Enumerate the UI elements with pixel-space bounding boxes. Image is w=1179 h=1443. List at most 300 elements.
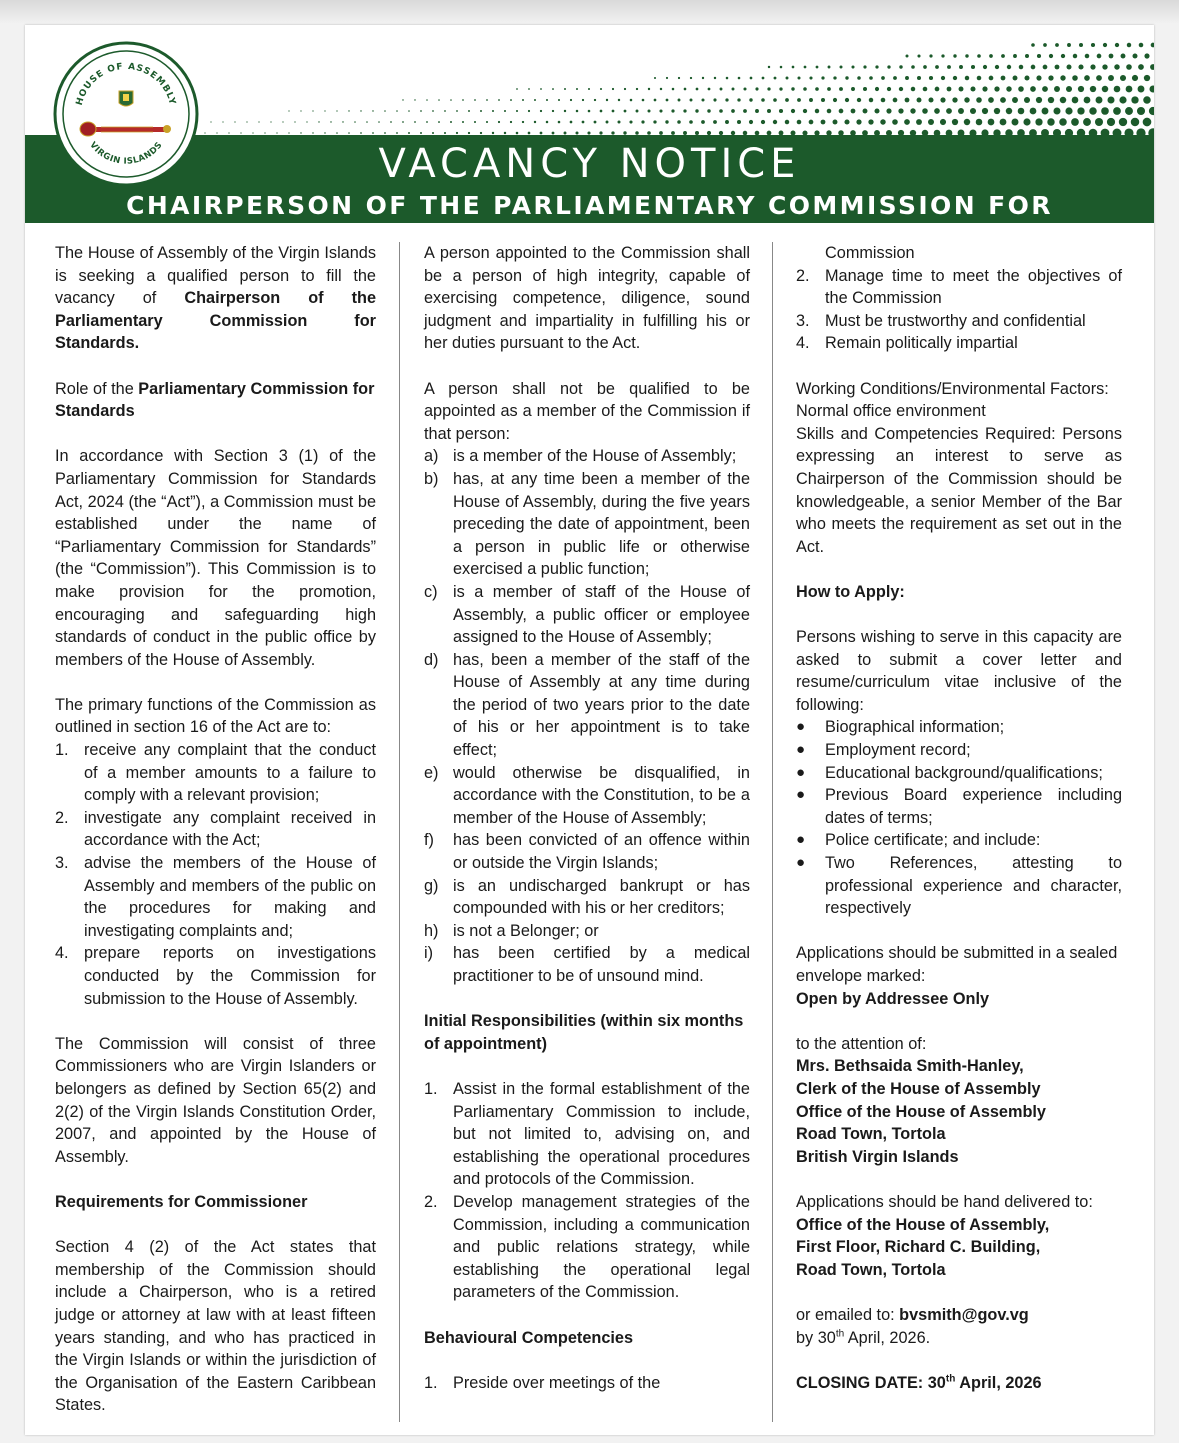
decorative-dot (432, 132, 434, 134)
list-item: c) is a member of staff of the House of Assembly, a public officer or employee assigned to the House of Assembly; (424, 582, 750, 647)
decorative-dot (828, 66, 831, 69)
decorative-dot (462, 121, 464, 123)
addressee-label: Open by Addressee Only (796, 989, 990, 1008)
decorative-dot (1067, 65, 1072, 70)
list-item: h) is not a Belonger; or (424, 921, 599, 940)
list-item: 1. Assist in the formal establishment of the Parliamentary Commission to include, but not limited to, advising on, and establishing the operational procedures and protocols of the Commission. (424, 1079, 750, 1189)
decorative-dot (708, 88, 711, 91)
decorative-dot (977, 54, 981, 58)
decorative-dot (875, 87, 879, 91)
decorative-dot (881, 76, 885, 80)
decorative-dot (636, 110, 639, 113)
decorative-dot (1037, 54, 1041, 58)
decorative-dot (965, 76, 969, 80)
decorative-dot (779, 87, 782, 90)
decorative-dot (1084, 97, 1091, 104)
decorative-dot (372, 110, 373, 111)
decorative-dot (905, 76, 909, 80)
decorative-dot (768, 66, 770, 68)
decorative-dot (899, 65, 902, 68)
list-item: ● Employment record; (796, 739, 1122, 762)
logo-bottom-text: VIRGIN ISLANDS (87, 140, 165, 167)
role-heading: Role of the Parliamentary Commission for Standards (55, 379, 375, 421)
decorative-dot (600, 88, 602, 90)
decorative-dot (516, 132, 519, 135)
decorative-dot (456, 110, 458, 112)
notice-subtitle: CHAIRPERSON OF THE PARLIAMENTARY COMMISSION FOR STANDARDS (126, 191, 1053, 249)
decorative-dot (1042, 86, 1048, 92)
decorative-dot (863, 65, 866, 68)
decorative-dot (348, 132, 350, 134)
decorative-dot (749, 120, 753, 124)
decorative-dot (1121, 54, 1126, 59)
decorative-dot (803, 109, 807, 113)
decorative-dot (738, 77, 741, 80)
decorative-dot (1060, 97, 1067, 104)
decorative-dot (1024, 97, 1030, 103)
decorative-dot (588, 110, 591, 113)
decorative-dot (588, 88, 590, 90)
column-3 (796, 242, 1122, 1417)
decorative-dot (947, 87, 952, 92)
office-address (796, 1214, 1122, 1282)
decorative-dot (426, 121, 428, 123)
decorative-dot (570, 99, 572, 101)
decorative-dot (1072, 97, 1079, 104)
decorative-dot (1131, 118, 1140, 127)
decorative-dot (1071, 118, 1079, 126)
decorative-dot (964, 97, 969, 102)
attention-text: to the attention of: (796, 1034, 927, 1053)
apply-requirements-list (796, 716, 1122, 919)
decorative-dot (994, 108, 1000, 114)
list-item: ● Two References, attesting to professional experience and character, respectively (796, 852, 1122, 920)
consist-paragraph: The Commission will consist of three Commissioners who are Virgin Islanders or belongers as defined by Section 65(2) and 2(2) of the Virgin Islands Constitution Order, 2007, and appointed by the House of Assembly. (55, 1034, 376, 1166)
notice-page (25, 25, 1154, 1435)
address-line: Road Town, Tortola (796, 1125, 946, 1144)
decorative-dot (725, 120, 729, 124)
decorative-dot (648, 110, 651, 113)
decorative-dot (306, 121, 307, 122)
clerk-address (796, 1055, 1122, 1168)
decorative-dot (636, 88, 638, 90)
decorative-dot (976, 97, 982, 103)
decorative-dot (1007, 65, 1011, 69)
decorative-dot (516, 88, 518, 90)
decorative-dot (701, 120, 705, 124)
decorative-dot (1089, 107, 1096, 114)
decorative-dot (952, 97, 957, 102)
decorative-dot (1095, 118, 1103, 126)
decorative-dot (982, 86, 987, 91)
decorative-dot (1073, 54, 1077, 58)
decorative-dot (624, 88, 626, 90)
decorative-dot (737, 120, 741, 124)
decorative-dot (773, 120, 777, 124)
decorative-dot (426, 99, 428, 101)
decorative-dot (971, 65, 975, 69)
decorative-dot (474, 121, 476, 123)
decorative-dot (420, 132, 422, 134)
decorative-dot (707, 109, 710, 112)
decorative-dot (840, 66, 843, 69)
decorative-dot (785, 98, 789, 102)
decorative-dot (904, 119, 910, 125)
list-item: ● Educational background/qualifications; (796, 762, 1122, 785)
decorative-dot (408, 110, 410, 112)
decorative-dot (480, 110, 482, 112)
decorative-dot (959, 87, 964, 92)
decorative-dot (438, 121, 440, 123)
decorative-dot (558, 121, 561, 124)
decorative-dot (696, 88, 699, 91)
decorative-dot (982, 108, 988, 114)
decorative-dot (1090, 86, 1096, 92)
email-line: or emailed to: bvsmith@gov.vg (796, 1305, 1029, 1324)
decorative-dot (713, 98, 716, 101)
list-item: a) is a member of the House of Assembly; (424, 447, 737, 466)
decorative-dot (1025, 54, 1029, 58)
decorative-dot (204, 132, 205, 133)
not-qualified-intro: A person shall not be qualified to be appointed as a member of the Commission if that person: (424, 379, 750, 443)
decorative-dot (1151, 43, 1154, 48)
decorative-dot (1109, 54, 1114, 59)
list-item: 3. Must be trustworthy and confidential (796, 311, 1086, 330)
decorative-dot (845, 98, 849, 102)
decorative-dot (1030, 86, 1036, 92)
decorative-dot (1119, 118, 1127, 126)
decorative-dot (797, 120, 802, 125)
decorative-dot (792, 66, 795, 69)
decorative-dot (821, 98, 825, 102)
decorative-dot (1113, 107, 1121, 115)
header-banner (25, 25, 1154, 249)
decorative-dot (1012, 97, 1018, 103)
decorative-dot (941, 54, 944, 57)
decorative-dot (534, 99, 536, 101)
decorative-dot (360, 110, 361, 111)
how-to-apply-heading: How to Apply: (796, 582, 905, 601)
decorative-dot (312, 110, 313, 111)
decorative-dot (624, 110, 627, 113)
decorative-dot (893, 98, 898, 103)
decorative-dot (336, 110, 337, 111)
decorative-dot (797, 76, 800, 79)
decorative-dot (911, 65, 915, 69)
decorative-dot (1085, 54, 1090, 59)
decorative-dot (612, 110, 615, 113)
decorative-dot (731, 109, 735, 113)
decorative-dot (989, 76, 994, 81)
decorative-dot (552, 110, 554, 112)
decorative-dot (917, 98, 922, 103)
position-title: Chairperson of the Parliamentary Commission for Standards. (55, 289, 376, 353)
decorative-dot (612, 88, 614, 90)
decorative-dot (762, 77, 765, 80)
decorative-dot (1065, 107, 1072, 114)
decorative-dot (510, 99, 512, 101)
closing-date: CLOSING DATE: 30th April, 2026 (796, 1373, 1042, 1392)
decorative-dot (780, 66, 783, 69)
decorative-dot (270, 121, 271, 122)
decorative-dot (1006, 86, 1011, 91)
decorative-dot (785, 120, 789, 124)
decorative-dot (558, 99, 560, 101)
decorative-dot (779, 109, 783, 113)
decorative-dot (1023, 118, 1030, 125)
decorative-dot (1047, 118, 1054, 125)
decorative-dot (1053, 107, 1060, 114)
decorative-dot (480, 132, 482, 134)
decorative-dot (390, 121, 392, 123)
decorative-dot (719, 109, 723, 113)
decorative-dot (300, 110, 301, 111)
decorative-dot (827, 87, 831, 91)
decorative-dot (737, 98, 740, 101)
decorative-dot (1072, 75, 1078, 81)
decorative-dot (965, 54, 968, 57)
decorative-dot (594, 121, 597, 124)
decorative-dot (665, 120, 668, 123)
address-line: Office of the House of Assembly (796, 1102, 1046, 1121)
decorative-dot (498, 121, 500, 123)
decorative-dot (288, 110, 289, 111)
requirements-paragraph: Section 4 (2) of the Act states that membership of the Commission should include a Chairperson, who is a retired judge or attorney at law with at least fifteen years standing, and who has practiced in the Virgin Islands or within the jurisdiction of the Organisation of the Eastern Caribbean States. (55, 1238, 376, 1415)
decorative-dot (450, 99, 452, 101)
decorative-dot (827, 109, 832, 114)
decorative-dot (629, 120, 632, 123)
decorative-dot (1137, 107, 1145, 115)
decorative-dot (300, 132, 301, 133)
decorative-dot (1144, 53, 1149, 58)
decorative-dot (474, 99, 476, 101)
decorative-dot (833, 76, 836, 79)
behavioural-heading: Behavioural Competencies (424, 1328, 634, 1347)
decorative-dot (510, 121, 512, 123)
address-line: Road Town, Tortola (796, 1260, 946, 1279)
decorative-dot (336, 132, 338, 134)
decorative-dot (947, 65, 951, 69)
decorative-dot (648, 88, 650, 90)
decorative-dot (880, 119, 885, 124)
decorative-dot (988, 97, 994, 103)
decorative-dot (804, 66, 807, 69)
email-link[interactable]: bvsmith@gov.vg (899, 1305, 1029, 1324)
decorative-dot (821, 76, 824, 79)
decorative-dot (1144, 75, 1150, 81)
decorative-dot (899, 87, 903, 91)
decorative-dot (1030, 108, 1037, 115)
decorative-dot (570, 121, 573, 124)
decorative-dot (582, 99, 584, 101)
address-line: Office of the House of Assembly, (796, 1215, 1050, 1234)
decorative-dot (1031, 65, 1036, 70)
decorative-dot (995, 65, 999, 69)
decorative-dot (522, 121, 524, 123)
decorative-dot (1126, 64, 1132, 70)
decorative-dot (713, 120, 717, 124)
deadline-line: by 30th April, 2026. (796, 1328, 931, 1347)
decorative-dot (833, 120, 838, 125)
decorative-dot (1078, 64, 1083, 69)
decorative-dot (863, 87, 867, 91)
decorative-dot (881, 98, 886, 103)
decorative-dot (1061, 54, 1065, 58)
decorative-dot (743, 109, 747, 113)
decorative-dot (486, 121, 488, 123)
decorative-dot (659, 109, 662, 112)
decorative-dot (928, 119, 934, 125)
decorative-dot (1091, 43, 1095, 47)
decorative-dot (1060, 75, 1065, 80)
decorative-dot (1107, 96, 1114, 103)
decorative-dot (1000, 97, 1006, 103)
decorative-dot (857, 98, 861, 102)
decorative-dot (1077, 107, 1084, 114)
decorative-dot (953, 54, 956, 57)
decorative-dot (672, 88, 675, 91)
functions-intro: The primary functions of the Commission as outlined in section 16 of the Act are to: (55, 695, 376, 737)
decorative-dot (402, 99, 403, 100)
decorative-dot (940, 119, 946, 125)
decorative-dot (1107, 118, 1115, 126)
decorative-dot (917, 54, 920, 57)
decorative-dot (839, 109, 844, 114)
decorative-dot (630, 99, 633, 102)
decorative-dot (1055, 43, 1059, 47)
decorative-dot (1101, 107, 1109, 115)
appointed-paragraph: A person appointed to the Commission shall be a person of high integrity, capable of exercising competence, diligence, sound judgment and impartiality in fulfilling his or her duties pursuant to the Act. (424, 244, 750, 353)
accordance-paragraph: In accordance with Section 3 (1) of the Parliamentary Commission for Standards Act, 2024 (the “Act”), a Commission must be established under the name of “Parliamentary Commission for Standards” (the “Commission”). This Commission is to make provision for the promotion, encouraging and safeguarding high standards of conduct in the public office by members of the House of Assembly. (55, 447, 376, 669)
decorative-dot (1018, 108, 1025, 115)
submit-text: Applications should be submitted in a sealed envelope marked: (796, 944, 1118, 985)
decorative-dot (534, 121, 536, 123)
list-item: 2. Develop management strategies of the Commission, including a communication and public relations strategy, while establishing the operational legal parameters of the Commission. (424, 1192, 750, 1302)
decorative-dot (1131, 96, 1138, 103)
decorative-dot (816, 66, 819, 69)
decorative-dot (869, 98, 873, 102)
decorative-dot (330, 121, 331, 122)
initial-responsibilities-heading: Initial Responsibilities (within six months of appointment) (424, 1012, 744, 1053)
decorative-dot (701, 98, 704, 101)
address-line: British Virgin Islands (796, 1147, 959, 1166)
decorative-dot (1150, 64, 1154, 70)
decorative-dot (396, 132, 398, 134)
decorative-dot (1114, 64, 1119, 69)
hand-delivery-text: Applications should be hand delivered to: (796, 1192, 1093, 1211)
decorative-dot (1132, 75, 1138, 81)
decorative-dot (786, 77, 789, 80)
decorative-dot (354, 121, 356, 123)
list-item: e) would otherwise be disqualified, in accordance with the Constitution, to be a member of the House of Assembly; (424, 763, 750, 827)
decorative-dot (492, 132, 494, 134)
decorative-dot (678, 77, 680, 79)
decorative-dot (606, 99, 608, 101)
decorative-dot (1108, 75, 1114, 81)
decorative-dot (1149, 85, 1154, 92)
decorative-dot (875, 65, 878, 68)
decorative-dot (940, 97, 945, 102)
decorative-dot (935, 65, 939, 69)
address-line: Mrs. Bethsaida Smith-Hanley, (796, 1057, 1024, 1076)
decorative-dot (851, 65, 854, 68)
decorative-dot (264, 132, 265, 133)
decorative-dot (941, 76, 945, 80)
decorative-dot (1139, 43, 1144, 48)
behavioural-list-rest (796, 265, 1122, 355)
decorative-dot (1013, 54, 1017, 58)
decorative-dot (1119, 96, 1126, 103)
list-item: 2. investigate any complaint received in accordance with the Act; (55, 808, 376, 850)
decorative-dot (690, 99, 693, 102)
decorative-dot (773, 98, 777, 102)
disqualification-list (424, 445, 750, 987)
notice-title: VACANCY NOTICE (378, 141, 801, 187)
decorative-dot (791, 87, 794, 90)
decorative-dot (1043, 43, 1047, 47)
decorative-dot (720, 88, 723, 91)
decorative-dot (594, 99, 596, 101)
list-item: ● Biographical information; (796, 716, 1122, 739)
decorative-dot (1006, 108, 1012, 114)
decorative-dot (420, 110, 422, 112)
decorative-dot (1102, 64, 1107, 69)
decorative-dot (1149, 107, 1154, 115)
decorative-dot (444, 132, 446, 134)
decorative-dot (702, 77, 704, 79)
decorative-dot (1036, 97, 1042, 103)
decorative-dot (809, 76, 812, 79)
decorative-dot (252, 132, 253, 133)
coat-of-arms-icon (119, 91, 133, 106)
decorative-dot (1024, 75, 1029, 80)
decorative-dot (1054, 86, 1060, 92)
decorative-dot (671, 109, 674, 112)
decorative-dot (384, 110, 386, 112)
list-item: 2. Manage time to meet the objectives of the Commission (796, 266, 1122, 308)
decorative-dot (953, 76, 957, 80)
decorative-dot (803, 87, 807, 91)
decorative-dot (845, 76, 848, 79)
decorative-dot (767, 109, 771, 113)
decorative-dot (276, 132, 277, 133)
intro-paragraph: The House of Assembly of the Virgin Islands is seeking a qualified person to fill the vacancy of Chairperson of the Parliamentary Commission for Standards. (55, 244, 376, 353)
decorative-dot (928, 97, 933, 102)
column-divider (399, 242, 400, 1422)
decorative-dot (923, 87, 928, 92)
decorative-dot (414, 121, 416, 123)
decorative-dot (1001, 76, 1006, 81)
decorative-dot (456, 132, 458, 134)
list-item: ● Previous Board experience including dates of terms; (796, 784, 1122, 829)
decorative-dot (977, 76, 982, 81)
decorative-dot (910, 108, 915, 113)
decorative-dot (892, 119, 898, 125)
decorative-dot (438, 99, 440, 101)
decorative-dot (654, 77, 656, 79)
decorative-dot (869, 76, 873, 80)
decorative-dot (282, 121, 283, 122)
decorative-dot (516, 110, 518, 112)
decorative-dot (695, 109, 698, 112)
decorative-dot (809, 98, 813, 102)
requirements-heading: Requirements for Commissioner (55, 1192, 308, 1211)
decorative-dot (755, 87, 758, 90)
decorative-dot (1114, 86, 1121, 93)
decorative-dot (917, 76, 921, 80)
decorative-dot (1102, 86, 1108, 92)
list-item: f) has been convicted of an offence within or outside the Virgin Islands; (424, 831, 750, 873)
